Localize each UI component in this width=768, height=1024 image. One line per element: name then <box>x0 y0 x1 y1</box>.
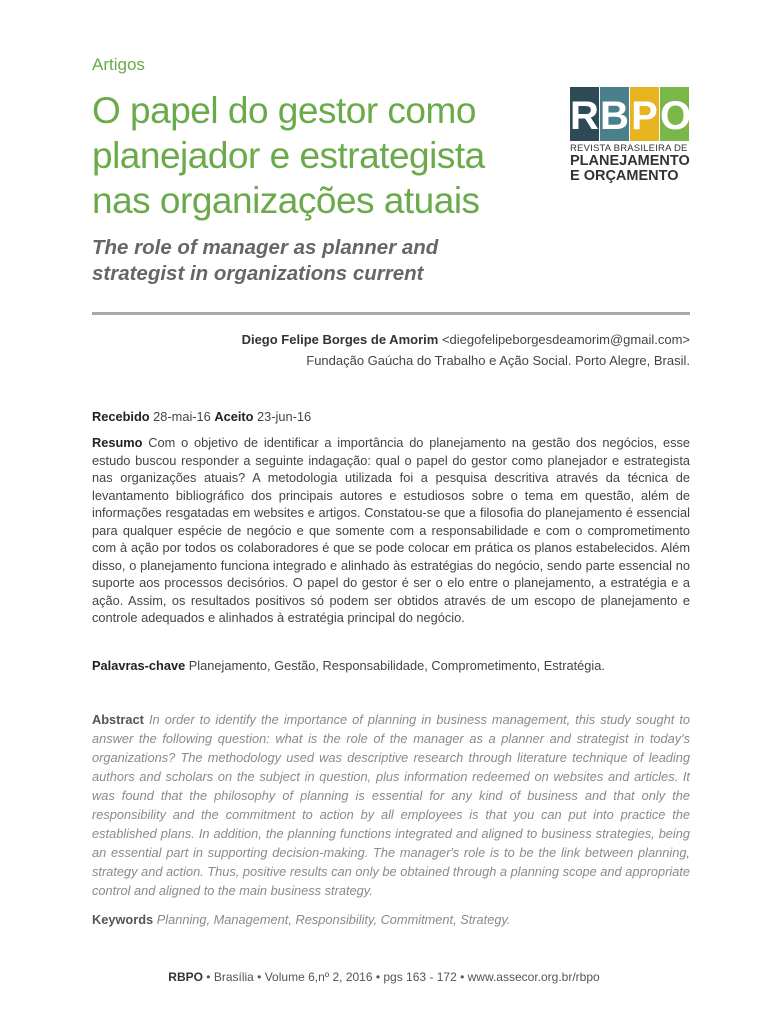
accepted-label: Aceito <box>214 409 254 424</box>
logo-letter-r: R <box>570 87 599 141</box>
section-label: Artigos <box>92 55 145 74</box>
abstract-text: In order to identify the importance of planning in business management, this study sought to answer the following question: what is the role of the manager as a planner and strategist in today's organizations? The methodology used was descriptive research through literature technique of leading authors and scholars on the subject in question, plus information redeemed on websites and articles. It was found that the philosophy of planning is essential for any kind of business and that only the responsibility and the commitment to action by all employees is that you can put into practice the established plans. In addition, the planning functions integrated and aligned to business strategies, being an essential part in supporting decision-making. The manager's role is to be the link between planning, strategy and action. Thus, positive results can only be obtained through a planning scope and appropriate control and aligned to the main business strategy. <box>92 712 690 898</box>
header-divider <box>92 312 690 315</box>
logo-subtitle: REVISTA BRASILEIRA DE <box>570 143 688 154</box>
keywords-paragraph <box>92 910 690 929</box>
footer-text: • Brasília • Volume 6,nº 2, 2016 • pgs 163 - 172 • www.assecor.org.br/rbpo <box>206 970 600 984</box>
author-affiliation: Fundação Gaúcha do Trabalho e Ação Social. Porto Alegre, Brasil. <box>306 353 690 368</box>
resumo-text: Com o objetivo de identificar a importância do planejamento na gestão dos negócios, esse estudo buscou responder a seguinte indagação: qual o papel do gestor como planejador e estrategista nas organizações atuais? A metodologia utilizada foi a pesquisa descritiva através da técnica de levantamento bibliográfico dos principais autores e estudiosos sobre o tema em questão, além de informações resgatadas em websites e artigos. Constatou-se que a filosofia do planejamento é essencial para qualquer espécie de negócio e que somente com a responsabilidade e com o comprometimento com à ação por todos os colaboradores é que se pode colocar em prática os planos estabelecidos. Além disso, o planejamento funciona integrado e alinhado às estratégias do negócio, sendo parte essencial no suporte aos processos decisórios. O papel do gestor é ser o elo entre o planejamento, a estratégia e a ação. Assim, os resultados positivos só podem ser obtidos através de um escopo de planejamento e controle adequados e alinhados à estratégia principal do negócio. <box>92 435 690 625</box>
resumo-paragraph <box>92 434 690 627</box>
article-title: O papel do gestor como planejador e estrategista nas organizações atuais <box>92 90 485 221</box>
received-date: 28-mai-16 <box>153 409 211 424</box>
logo-letter-o: O <box>660 87 689 141</box>
logo-letters <box>570 87 692 141</box>
author-name: Diego Felipe Borges de Amorim <box>241 332 439 347</box>
author-email[interactable]: <diegofelipeborgesdeamorim@gmail.com> <box>441 332 690 347</box>
received-label: Recebido <box>92 409 150 424</box>
abstract-paragraph <box>92 710 690 900</box>
logo-letter-b: B <box>600 87 629 141</box>
palavras-chave-label: Palavras-chave <box>92 658 186 673</box>
palavras-chave-text: Planejamento, Gestão, Responsabilidade, Comprometimento, Estratégia. <box>188 658 605 673</box>
abstract-label: Abstract <box>92 712 144 727</box>
keywords-text: Planning, Management, Responsibility, Commitment, Strategy. <box>156 912 511 927</box>
page-footer <box>0 970 768 984</box>
accepted-date: 23-jun-16 <box>257 409 312 424</box>
keywords-label: Keywords <box>92 912 154 927</box>
resumo-label: Resumo <box>92 435 143 450</box>
dates-line <box>92 408 690 426</box>
logo-letter-p: P <box>630 87 659 141</box>
rbpo-logo <box>570 87 692 184</box>
logo-line-planejamento: PLANEJAMENTO <box>570 153 690 169</box>
palavras-chave-paragraph <box>92 657 690 675</box>
author-line <box>92 332 690 347</box>
logo-line-orcamento: E ORÇAMENTO <box>570 168 679 184</box>
article-subtitle-english: The role of manager as planner and strategist in organizations current <box>92 236 439 285</box>
footer-brand: RBPO <box>168 970 203 984</box>
